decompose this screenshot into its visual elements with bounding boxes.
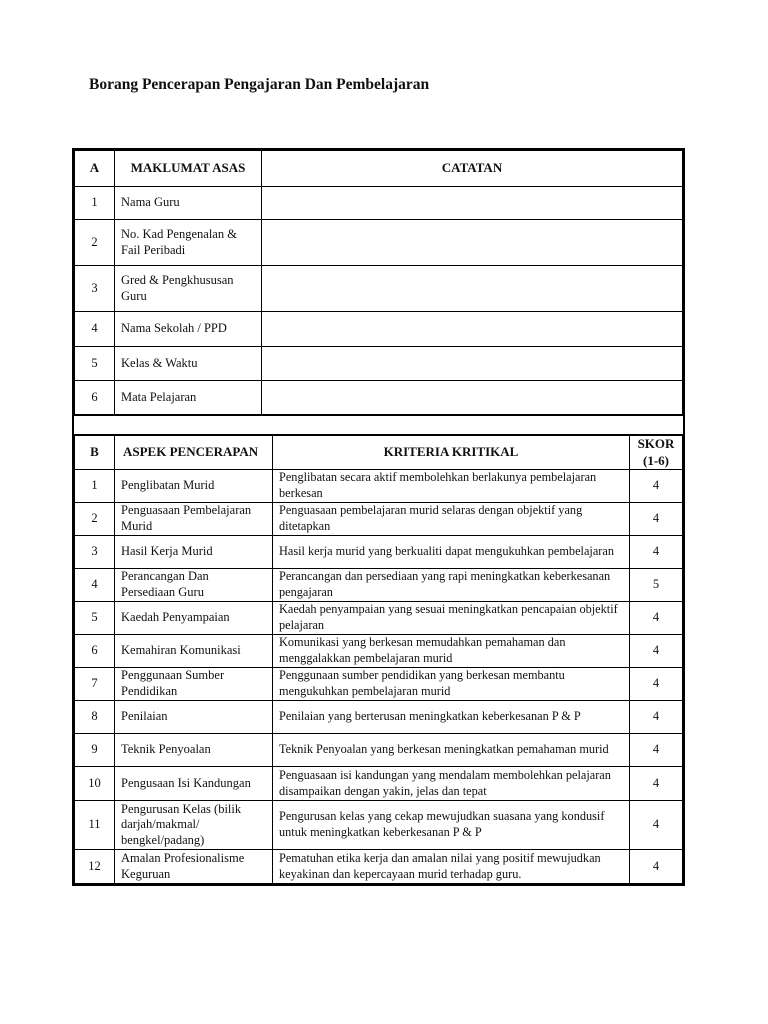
- section-b-criteria-header: KRITERIA KRITIKAL: [273, 436, 630, 470]
- score-cell[interactable]: 4: [630, 635, 683, 668]
- table-row: [75, 470, 683, 503]
- criteria-text: Penglibatan secara aktif membolehkan berlakunya pembelajaran berkesan: [273, 470, 630, 503]
- aspect-label: Pengusaan Isi Kandungan: [115, 767, 273, 801]
- aspect-label: Penilaian: [115, 701, 273, 734]
- table-row: [75, 187, 683, 220]
- aspect-label: Penglibatan Murid: [115, 470, 273, 503]
- row-number: 2: [75, 220, 115, 266]
- row-number: 1: [75, 187, 115, 220]
- table-row: [75, 312, 683, 347]
- aspect-label: Perancangan Dan Persediaan Guru: [115, 569, 273, 602]
- criteria-text: Perancangan dan persediaan yang rapi meningkatkan keberkesanan pengajaran: [273, 569, 630, 602]
- score-cell[interactable]: 4: [630, 734, 683, 767]
- observation-form: [72, 148, 685, 886]
- row-number: 1: [75, 470, 115, 503]
- criteria-text: Hasil kerja murid yang berkualiti dapat mengukuhkan pembelajaran: [273, 536, 630, 569]
- field-label: No. Kad Pengenalan & Fail Peribadi: [115, 220, 262, 266]
- notes-cell[interactable]: [262, 312, 683, 347]
- aspect-label: Pengurusan Kelas (bilik darjah/makmal/ bengkel/padang): [115, 801, 273, 850]
- row-number: 3: [75, 536, 115, 569]
- section-a-header: [75, 151, 683, 187]
- section-divider: [74, 415, 683, 435]
- table-row: [75, 569, 683, 602]
- row-number: 5: [75, 602, 115, 635]
- notes-cell[interactable]: [262, 381, 683, 415]
- aspect-label: Teknik Penyoalan: [115, 734, 273, 767]
- row-number: 6: [75, 381, 115, 415]
- criteria-text: Teknik Penyoalan yang berkesan meningkatkan pemahaman murid: [273, 734, 630, 767]
- section-a-notes-header: CATATAN: [262, 151, 683, 187]
- section-a-field-header: MAKLUMAT ASAS: [115, 151, 262, 187]
- form-title: Borang Pencerapan Pengajaran Dan Pembelajaran: [89, 76, 430, 93]
- table-row: [75, 536, 683, 569]
- table-row: [75, 266, 683, 312]
- aspect-label: Amalan Profesionalisme Keguruan: [115, 850, 273, 884]
- field-label: Nama Sekolah / PPD: [115, 312, 262, 347]
- row-number: 12: [75, 850, 115, 884]
- section-b-aspect-header: ASPEK PENCERAPAN: [115, 436, 273, 470]
- table-row: [75, 734, 683, 767]
- section-b-code: B: [75, 436, 115, 470]
- table-row: [75, 220, 683, 266]
- section-b-table: [74, 435, 683, 884]
- score-cell[interactable]: 4: [630, 602, 683, 635]
- criteria-text: Penguasaan isi kandungan yang mendalam membolehkan pelajaran disampaikan dengan yakin, jelas dan tepat: [273, 767, 630, 801]
- row-number: 4: [75, 312, 115, 347]
- table-row: [75, 602, 683, 635]
- section-a-table: [74, 150, 683, 415]
- score-cell[interactable]: 4: [630, 701, 683, 734]
- table-row: [75, 767, 683, 801]
- section-b-header: [75, 436, 683, 470]
- table-row: [75, 635, 683, 668]
- score-cell[interactable]: 4: [630, 536, 683, 569]
- table-row: [75, 668, 683, 701]
- table-row: [75, 347, 683, 381]
- criteria-text: Penilaian yang berterusan meningkatkan keberkesanan P & P: [273, 701, 630, 734]
- criteria-text: Penggunaan sumber pendidikan yang berkesan membantu mengukuhkan pembelajaran murid: [273, 668, 630, 701]
- aspect-label: Kemahiran Komunikasi: [115, 635, 273, 668]
- field-label: Kelas & Waktu: [115, 347, 262, 381]
- score-cell[interactable]: 5: [630, 569, 683, 602]
- notes-cell[interactable]: [262, 347, 683, 381]
- score-cell[interactable]: 4: [630, 767, 683, 801]
- notes-cell[interactable]: [262, 220, 683, 266]
- table-row: [75, 801, 683, 850]
- row-number: 2: [75, 503, 115, 536]
- row-number: 5: [75, 347, 115, 381]
- criteria-text: Kaedah penyampaian yang sesuai meningkatkan pencapaian objektif pelajaran: [273, 602, 630, 635]
- notes-cell[interactable]: [262, 187, 683, 220]
- row-number: 3: [75, 266, 115, 312]
- criteria-text: Penguasaan pembelajaran murid selaras dengan objektif yang ditetapkan: [273, 503, 630, 536]
- score-cell[interactable]: 4: [630, 668, 683, 701]
- table-row: [75, 381, 683, 415]
- field-label: Nama Guru: [115, 187, 262, 220]
- criteria-text: Pengurusan kelas yang cekap mewujudkan suasana yang kondusif untuk meningkatkan keberkesanan P & P: [273, 801, 630, 850]
- score-cell[interactable]: 4: [630, 801, 683, 850]
- score-cell[interactable]: 4: [630, 503, 683, 536]
- table-row: [75, 850, 683, 884]
- row-number: 7: [75, 668, 115, 701]
- criteria-text: Komunikasi yang berkesan memudahkan pemahaman dan menggalakkan pembelajaran murid: [273, 635, 630, 668]
- row-number: 6: [75, 635, 115, 668]
- criteria-text: Pematuhan etika kerja dan amalan nilai yang positif mewujudkan keyakinan dan kepercayaan murid terhadap guru.: [273, 850, 630, 884]
- table-row: [75, 503, 683, 536]
- score-cell[interactable]: 4: [630, 470, 683, 503]
- row-number: 8: [75, 701, 115, 734]
- row-number: 9: [75, 734, 115, 767]
- table-row: [75, 701, 683, 734]
- field-label: Mata Pelajaran: [115, 381, 262, 415]
- aspect-label: Kaedah Penyampaian: [115, 602, 273, 635]
- section-b-score-header: SKOR (1-6): [630, 436, 683, 470]
- section-a-code: A: [75, 151, 115, 187]
- aspect-label: Hasil Kerja Murid: [115, 536, 273, 569]
- row-number: 4: [75, 569, 115, 602]
- aspect-label: Penggunaan Sumber Pendidikan: [115, 668, 273, 701]
- row-number: 10: [75, 767, 115, 801]
- score-cell[interactable]: 4: [630, 850, 683, 884]
- field-label: Gred & Pengkhususan Guru: [115, 266, 262, 312]
- notes-cell[interactable]: [262, 266, 683, 312]
- row-number: 11: [75, 801, 115, 850]
- aspect-label: Penguasaan Pembelajaran Murid: [115, 503, 273, 536]
